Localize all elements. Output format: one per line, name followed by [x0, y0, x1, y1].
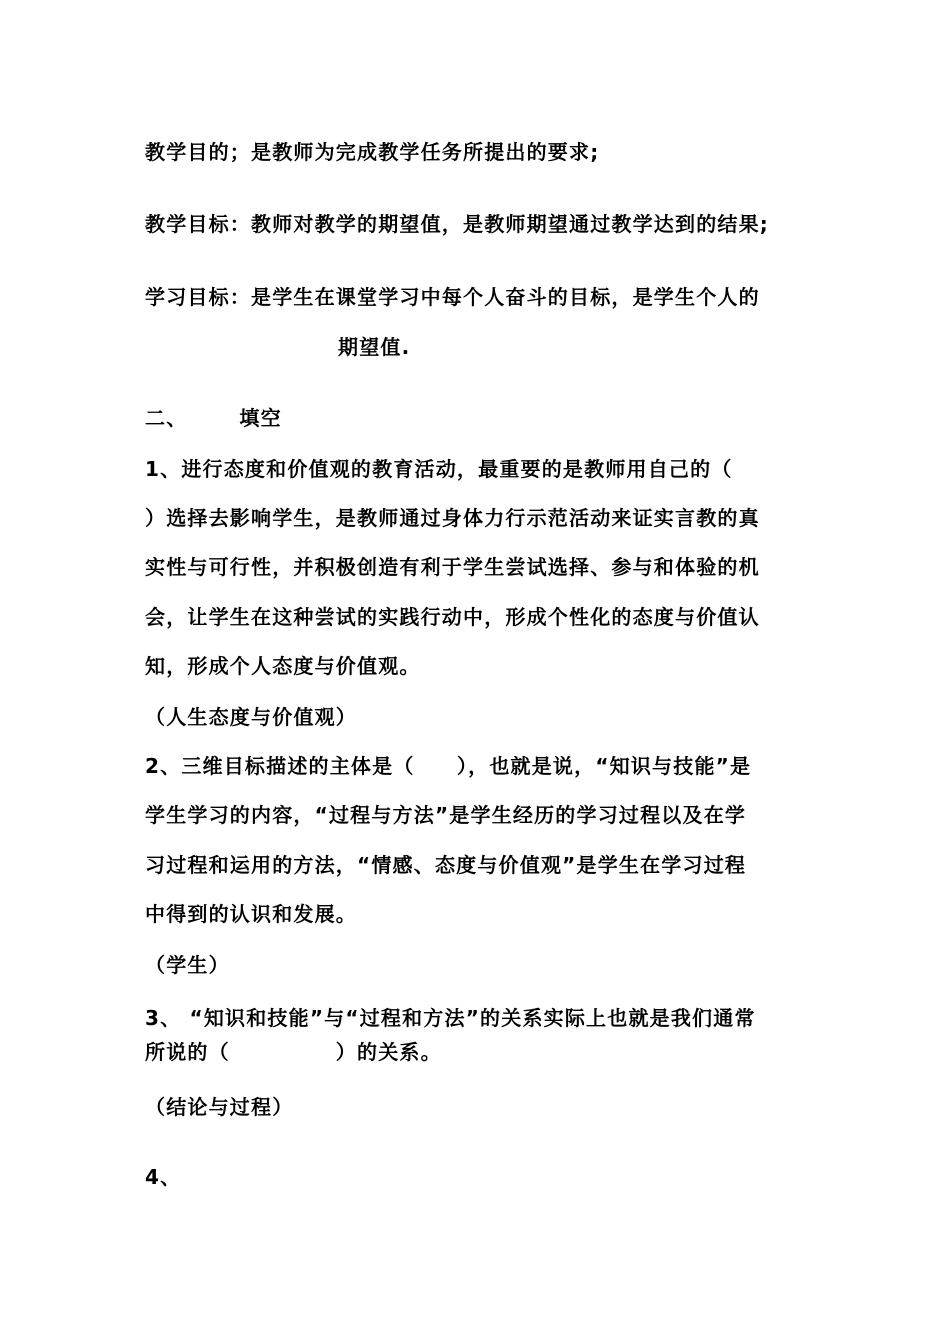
question-1-line: 知，形成个人态度与价值观。 [145, 654, 421, 678]
question-2-answer: （学生） [145, 953, 230, 977]
question-3-line: 所说的（ ）的关系。 [145, 1040, 442, 1064]
question-1-answer: （人生态度与价值观） [145, 705, 357, 729]
question-1-line: 会，让学生在这种尝试的实践行动中，形成个性化的态度与价值认 [145, 605, 760, 629]
definition-teaching-purpose [145, 138, 810, 166]
section-title: 填空 [239, 406, 282, 430]
definition-text: 是学生在课堂学习中每个人奋斗的目标，是学生个人的 [251, 285, 760, 309]
definition-term: 教学目标： [145, 212, 251, 236]
definition-continuation: 期望值. [338, 335, 411, 359]
definition-term: 教学目的； [145, 140, 251, 164]
question-3-answer: （结论与过程） [145, 1095, 294, 1119]
definition-learning-goal [145, 283, 810, 311]
question-1-line: ）选择去影响学生，是教师通过身体力行示范活动来证实言教的真 [145, 506, 760, 530]
definition-teaching-goal [145, 210, 810, 238]
definition-term: 学习目标： [145, 285, 251, 309]
section-number: 二、 [145, 406, 188, 430]
question-3-line: 3、 “知识和技能”与“过程和方法”的关系实际上也就是我们通常 [145, 1006, 756, 1030]
question-2-line: 学生学习的内容，“过程与方法”是学生经历的学习过程以及在学 [145, 803, 747, 827]
question-1-line: 1、进行态度和价值观的教育活动，最重要的是教师用自己的（ [145, 457, 733, 481]
definition-text: 教师对教学的期望值，是教师期望通过教学达到的结果; [251, 212, 769, 236]
question-2-line: 2、三维目标描述的主体是（ ），也就是说，“知识与技能”是 [145, 754, 752, 778]
question-1-line: 实性与可行性，并积极创造有利于学生尝试选择、参与和体验的机 [145, 555, 760, 579]
question-2-line: 习过程和运用的方法，“情感、态度与价值观”是学生在学习过程 [145, 853, 747, 877]
definition-text: 是教师为完成教学任务所提出的要求; [251, 140, 600, 164]
question-2-line: 中得到的认识和发展。 [145, 902, 357, 926]
question-4-line: 4、 [145, 1165, 182, 1189]
section-heading [145, 404, 810, 432]
